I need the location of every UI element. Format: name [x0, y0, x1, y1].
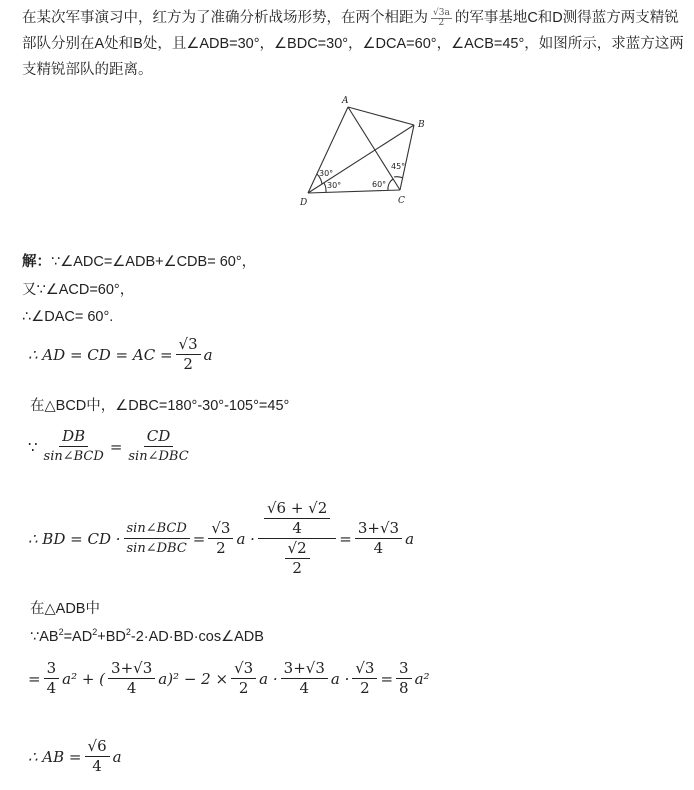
edge-bc: [400, 125, 414, 190]
label-b: B: [418, 120, 425, 130]
geometry-figure: [290, 90, 430, 210]
solution-line-4: 在△BCD中，∠DBC=180°-30°-105°=45°: [30, 398, 290, 414]
angle-dca: 60°: [372, 180, 387, 189]
equation-bd: ∴ BD = CD · $\frac{\text{sin∠BCD}}{\text{sin∠DBC}}$ = $\frac{√3}{2}$ a · $\frac{\frac{√6 + √2}{4}}{\frac{√2}{2}}$ = $\frac{3+√3}{4}$ a: [28, 499, 415, 577]
arc-dca: [388, 179, 393, 190]
solution-line-3: ∴∠DAC= 60°.: [22, 309, 114, 325]
equation-ab-squared: = $\frac{3}{4}$ a² + ( $\frac{3+√3}{4}$ a)² − 2 × $\frac{√3}{2}$ a · $\frac{3+√3}{4}$ a · $\frac{√3}{2}$ = $\frac{3}{8}$ a²: [28, 659, 430, 697]
label-a: A: [342, 96, 349, 106]
solution-label: 解：: [22, 254, 51, 270]
angle-adb: 30°: [319, 169, 334, 178]
equation-ab-result: ∴ AB = $\frac{√6}{4}$ a: [28, 737, 122, 775]
distance-fraction: $\frac{√3a}{2}$: [433, 7, 450, 28]
label-d: D: [300, 198, 308, 208]
edge-cd: [308, 190, 400, 193]
arc-bdc: [324, 183, 326, 192]
label-c: C: [398, 196, 405, 206]
solution-line-2: 又∵∠ACD=60°，: [22, 282, 135, 298]
problem-statement: [22, 5, 684, 83]
solution-line-6: $\because AB^2=AD^2+BD^2-2\cdot AD\cdot BD\cdot\cos\angle ADB$: [30, 627, 264, 645]
solution-line-5: 在△ADB中: [30, 601, 100, 617]
equation-sine-law: ∵ $\frac{DB}{\text{sin∠BCD}}$ = $\frac{CD}{\text{sin∠DBC}}$: [28, 427, 189, 464]
problem-text-2: 的军事基地C和D测得蓝方两支精锐部队分别在A处和B处，且∠ADB=30°，∠BDC=30°，∠DCA=60°，∠ACB=45°，如图所示，求蓝方这两支精锐部队的距离。: [22, 10, 684, 78]
angle-acb: 45°: [391, 162, 406, 171]
equation-ad-cd-ac: ∴ AD = CD = AC = $\frac{√3}{2}$ a: [28, 335, 213, 373]
arc-acb: [394, 177, 403, 178]
problem-text-1: 在某次军事演习中，红方为了准确分析战场形势，在两个相距为: [22, 10, 428, 26]
solution-line-1: 解：∵∠ADC=∠ADB+∠CDB= 60°，: [22, 254, 257, 270]
angle-bdc: 30°: [327, 181, 342, 190]
